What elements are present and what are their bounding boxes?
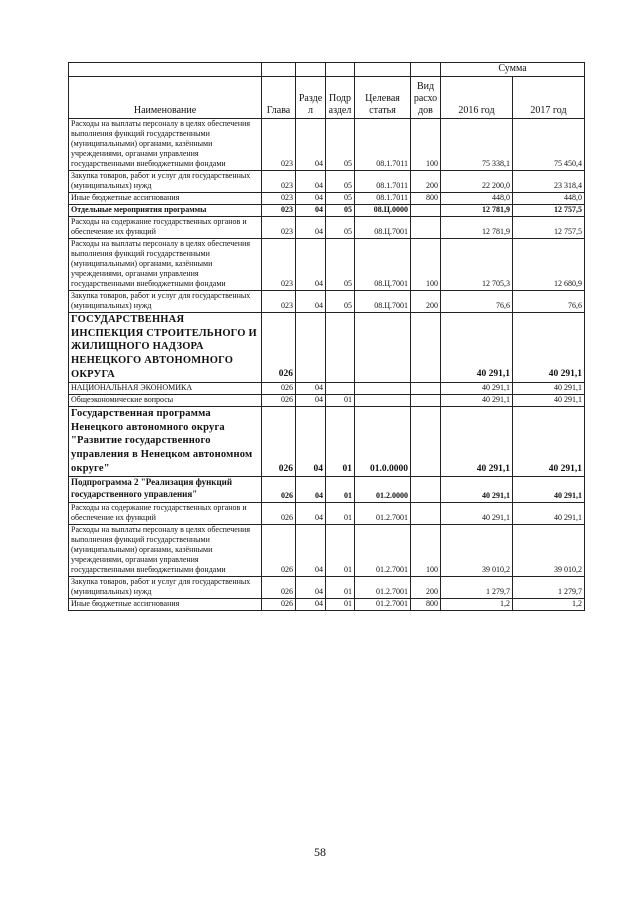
row-2017: 40 291,1 [513,383,585,395]
header-vid: Вид расхо дов [411,77,441,119]
row-target: 01.2.7001 [355,524,411,576]
header-glava: Глава [262,77,296,119]
row-vid [411,395,441,407]
row-name: Расходы на содержание государственных органов и обеспечение их функций [69,217,262,239]
row-podrazdel: 01 [326,576,355,598]
row-podrazdel: 05 [326,291,355,313]
row-target [355,383,411,395]
row-target: 01.2.7001 [355,576,411,598]
header-podrazdel: Подр аздел [326,77,355,119]
table-row [69,193,585,205]
row-2016: 40 291,1 [441,502,513,524]
row-vid [411,313,441,383]
table-row [69,217,585,239]
row-podrazdel: 05 [326,171,355,193]
row-glava: 026 [262,524,296,576]
row-podrazdel: 05 [326,205,355,217]
row-glava: 026 [262,395,296,407]
header-empty [355,63,411,77]
row-2017: 12 680,9 [513,239,585,291]
header-empty [69,63,262,77]
row-razdel: 04 [296,193,326,205]
row-2017: 23 318,4 [513,171,585,193]
row-razdel: 04 [296,598,326,610]
table-row [69,407,585,477]
row-podrazdel: 01 [326,598,355,610]
row-glava: 023 [262,217,296,239]
row-glava: 026 [262,313,296,383]
row-name: Расходы на выплаты персоналу в целях обеспечения выполнения функций государственными (муниципальными) органами, казёнными учреждениями, органами управления государственными внебюджетными фондами [69,119,262,171]
row-podrazdel [326,313,355,383]
row-vid: 100 [411,119,441,171]
row-vid [411,383,441,395]
row-podrazdel: 01 [326,395,355,407]
row-2017: 40 291,1 [513,502,585,524]
row-podrazdel: 01 [326,407,355,477]
row-target: 08.Ц.0000 [355,205,411,217]
header-2017: 2017 год [513,77,585,119]
row-podrazdel: 05 [326,119,355,171]
row-vid: 100 [411,239,441,291]
row-2016: 12 781,9 [441,217,513,239]
row-glava: 026 [262,477,296,502]
header-empty [411,63,441,77]
row-name: Отдельные мероприятия программы [69,205,262,217]
row-razdel: 04 [296,205,326,217]
row-glava: 026 [262,502,296,524]
row-2017: 40 291,1 [513,477,585,502]
row-vid: 200 [411,576,441,598]
row-vid: 200 [411,291,441,313]
row-vid: 800 [411,598,441,610]
row-glava: 023 [262,193,296,205]
row-2016: 448,0 [441,193,513,205]
row-glava: 026 [262,576,296,598]
table-row [69,576,585,598]
row-glava: 023 [262,119,296,171]
row-vid: 200 [411,171,441,193]
row-target: 01.2.7001 [355,598,411,610]
row-razdel: 04 [296,576,326,598]
table-row [69,524,585,576]
row-razdel: 04 [296,291,326,313]
row-2017: 1 279,7 [513,576,585,598]
row-name: Иные бюджетные ассигнования [69,193,262,205]
table-row [69,205,585,217]
row-target: 01.0.0000 [355,407,411,477]
row-2016: 76,6 [441,291,513,313]
row-target: 08.Ц.7001 [355,239,411,291]
row-razdel: 04 [296,524,326,576]
row-target: 01.2.0000 [355,477,411,502]
row-razdel: 04 [296,217,326,239]
row-podrazdel: 05 [326,193,355,205]
row-name: Закупка товаров, работ и услуг для государственных (муниципальных) нужд [69,171,262,193]
row-target: 08.1.7011 [355,193,411,205]
row-target: 08.1.7011 [355,119,411,171]
row-podrazdel [326,383,355,395]
row-razdel: 04 [296,395,326,407]
row-name: Иные бюджетные ассигнования [69,598,262,610]
row-razdel: 04 [296,171,326,193]
table-row [69,477,585,502]
row-vid: 800 [411,193,441,205]
row-2017: 40 291,1 [513,395,585,407]
row-2017: 1,2 [513,598,585,610]
row-podrazdel: 01 [326,502,355,524]
row-target: 08.Ц.7001 [355,291,411,313]
row-name: Закупка товаров, работ и услуг для государственных (муниципальных) нужд [69,576,262,598]
row-glava: 023 [262,205,296,217]
table-row [69,239,585,291]
table-row [69,313,585,383]
row-2017: 12 757,5 [513,217,585,239]
row-2016: 1,2 [441,598,513,610]
row-name: Подпрограмма 2 "Реализация функций государственного управления" [69,477,262,502]
row-razdel [296,313,326,383]
table-row [69,502,585,524]
table-row [69,598,585,610]
header-target: Целевая статья [355,77,411,119]
row-2016: 40 291,1 [441,407,513,477]
table-row [69,395,585,407]
budget-table [68,62,585,611]
row-2016: 12 781,9 [441,205,513,217]
row-podrazdel: 01 [326,477,355,502]
header-empty [326,63,355,77]
header-sum: Сумма [441,63,585,77]
row-name: Расходы на выплаты персоналу в целях обеспечения выполнения функций государственными (муниципальными) органами, казёнными учреждениями, органами управления государственными внебюджетными фондами [69,239,262,291]
row-2017: 40 291,1 [513,313,585,383]
header-2016: 2016 год [441,77,513,119]
row-target [355,395,411,407]
header-empty [296,63,326,77]
row-2017: 40 291,1 [513,407,585,477]
row-glava: 023 [262,239,296,291]
row-2017: 39 010,2 [513,524,585,576]
row-2017: 12 757,5 [513,205,585,217]
row-2017: 75 450,4 [513,119,585,171]
row-glava: 026 [262,598,296,610]
row-podrazdel: 01 [326,524,355,576]
row-2016: 12 705,3 [441,239,513,291]
row-2016: 40 291,1 [441,477,513,502]
row-vid [411,502,441,524]
header-razdel: Разде л [296,77,326,119]
row-target [355,313,411,383]
row-2017: 76,6 [513,291,585,313]
row-vid [411,407,441,477]
row-glava: 023 [262,291,296,313]
row-vid [411,477,441,502]
row-vid: 100 [411,524,441,576]
row-glava: 026 [262,407,296,477]
header-empty [262,63,296,77]
row-glava: 026 [262,383,296,395]
row-2016: 39 010,2 [441,524,513,576]
table-row [69,119,585,171]
row-2016: 40 291,1 [441,383,513,395]
row-target: 08.1.7011 [355,171,411,193]
row-2017: 448,0 [513,193,585,205]
row-2016: 22 200,0 [441,171,513,193]
table-row [69,171,585,193]
row-target: 08.Ц.7001 [355,217,411,239]
table-row [69,383,585,395]
row-name: Закупка товаров, работ и услуг для государственных (муниципальных) нужд [69,291,262,313]
header-name: Наименование [69,77,262,119]
row-podrazdel: 05 [326,239,355,291]
table-row [69,291,585,313]
row-razdel: 04 [296,502,326,524]
row-razdel: 04 [296,407,326,477]
row-name: НАЦИОНАЛЬНАЯ ЭКОНОМИКА [69,383,262,395]
row-target: 01.2.7001 [355,502,411,524]
row-razdel: 04 [296,383,326,395]
row-name: Расходы на выплаты персоналу в целях обеспечения выполнения функций государственными (муниципальными) органами, казёнными учреждениями, органами управления государственными внебюджетными фондами [69,524,262,576]
row-name: Общеэкономические вопросы [69,395,262,407]
row-razdel: 04 [296,477,326,502]
row-2016: 40 291,1 [441,313,513,383]
row-podrazdel: 05 [326,217,355,239]
row-vid [411,217,441,239]
row-2016: 40 291,1 [441,395,513,407]
row-name: Расходы на содержание государственных органов и обеспечение их функций [69,502,262,524]
row-name: ГОСУДАРСТВЕННАЯ ИНСПЕКЦИЯ СТРОИТЕЛЬНОГО И ЖИЛИЩНОГО НАДЗОРА НЕНЕЦКОГО АВТОНОМНОГО ОКРУГА [69,313,262,383]
row-razdel: 04 [296,239,326,291]
row-name: Государственная программа Ненецкого автономного округа "Развитие государственного управления в Ненецком автономном округе" [69,407,262,477]
row-2016: 1 279,7 [441,576,513,598]
row-razdel: 04 [296,119,326,171]
row-vid [411,205,441,217]
row-2016: 75 338,1 [441,119,513,171]
page-number: 58 [314,845,326,859]
row-glava: 023 [262,171,296,193]
